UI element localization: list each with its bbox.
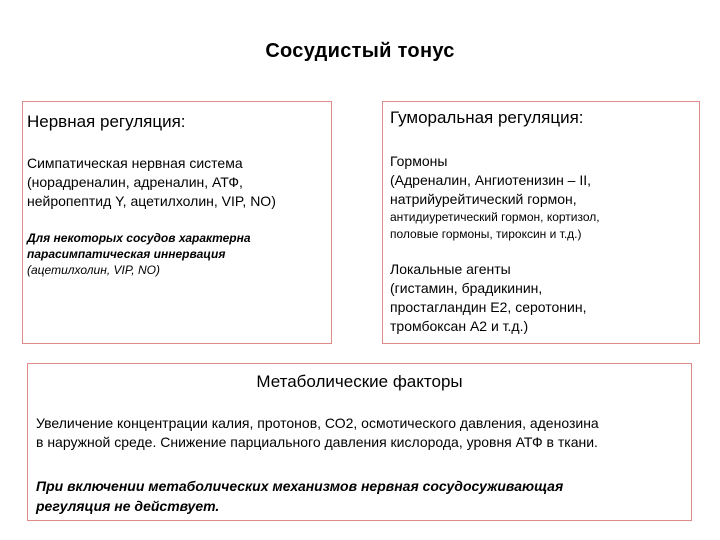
neural-regulation-box bbox=[22, 101, 332, 344]
parasympathetic-line: парасимпатическая иннервация bbox=[27, 247, 226, 261]
parasympathetic-text bbox=[27, 230, 251, 278]
metabolic-emphasis-line: При включении метаболических механизмов нервная сосудосуживающая bbox=[36, 478, 564, 494]
parasympathetic-note: (ацетилхолин, VIP, NO) bbox=[27, 263, 160, 277]
hormones-text bbox=[390, 152, 591, 209]
hormones-small-text bbox=[390, 209, 600, 243]
metabolic-emphasis-text bbox=[36, 476, 563, 516]
local-agents-line: (гистамин, брадикинин, bbox=[390, 280, 543, 296]
sympathetic-line: нейропептид Y, ацетилхолин, VIP, NO) bbox=[27, 193, 276, 209]
humoral-regulation-heading: Гуморальная регуляция: bbox=[390, 108, 584, 127]
local-agents-label: Локальные агенты bbox=[390, 261, 511, 277]
metabolic-body-text bbox=[36, 414, 599, 452]
hormones-small-line: половые гормоны, тироксин и т.д.) bbox=[390, 227, 582, 241]
parasympathetic-line: Для некоторых сосудов характерна bbox=[27, 231, 251, 245]
metabolic-body-line: в наружной среде. Снижение парциального давления кислорода, уровня АТФ в ткани. bbox=[36, 434, 598, 450]
metabolic-factors-heading: Метаболические факторы bbox=[256, 372, 463, 391]
metabolic-emphasis-line: регуляция не действует. bbox=[36, 498, 220, 514]
hormones-line: натрийурейтический гормон, bbox=[390, 191, 577, 207]
sympathetic-line: (норадреналин, адреналин, АТФ, bbox=[27, 174, 243, 190]
metabolic-body-line: Увеличение концентрации калия, протонов, СО2, осмотического давления, аденозина bbox=[36, 415, 599, 431]
page-title: Сосудистый тонус bbox=[265, 40, 455, 62]
hormones-line: (Адреналин, Ангиотенизин – II, bbox=[390, 172, 592, 188]
sympathetic-line: Симпатическая нервная система bbox=[27, 155, 243, 171]
metabolic-factors-box bbox=[27, 363, 692, 521]
sympathetic-system-text bbox=[27, 154, 276, 211]
humoral-regulation-box bbox=[382, 101, 700, 344]
hormones-small-line: антидиуретический гормон, кортизол, bbox=[390, 210, 600, 224]
neural-regulation-heading: Нервная регуляция: bbox=[27, 112, 186, 131]
local-agents-line: тромбоксан А2 и т.д.) bbox=[390, 318, 529, 334]
local-agents-text bbox=[390, 260, 586, 336]
hormones-label: Гормоны bbox=[390, 153, 448, 169]
local-agents-line: простагландин Е2, серотонин, bbox=[390, 299, 587, 315]
